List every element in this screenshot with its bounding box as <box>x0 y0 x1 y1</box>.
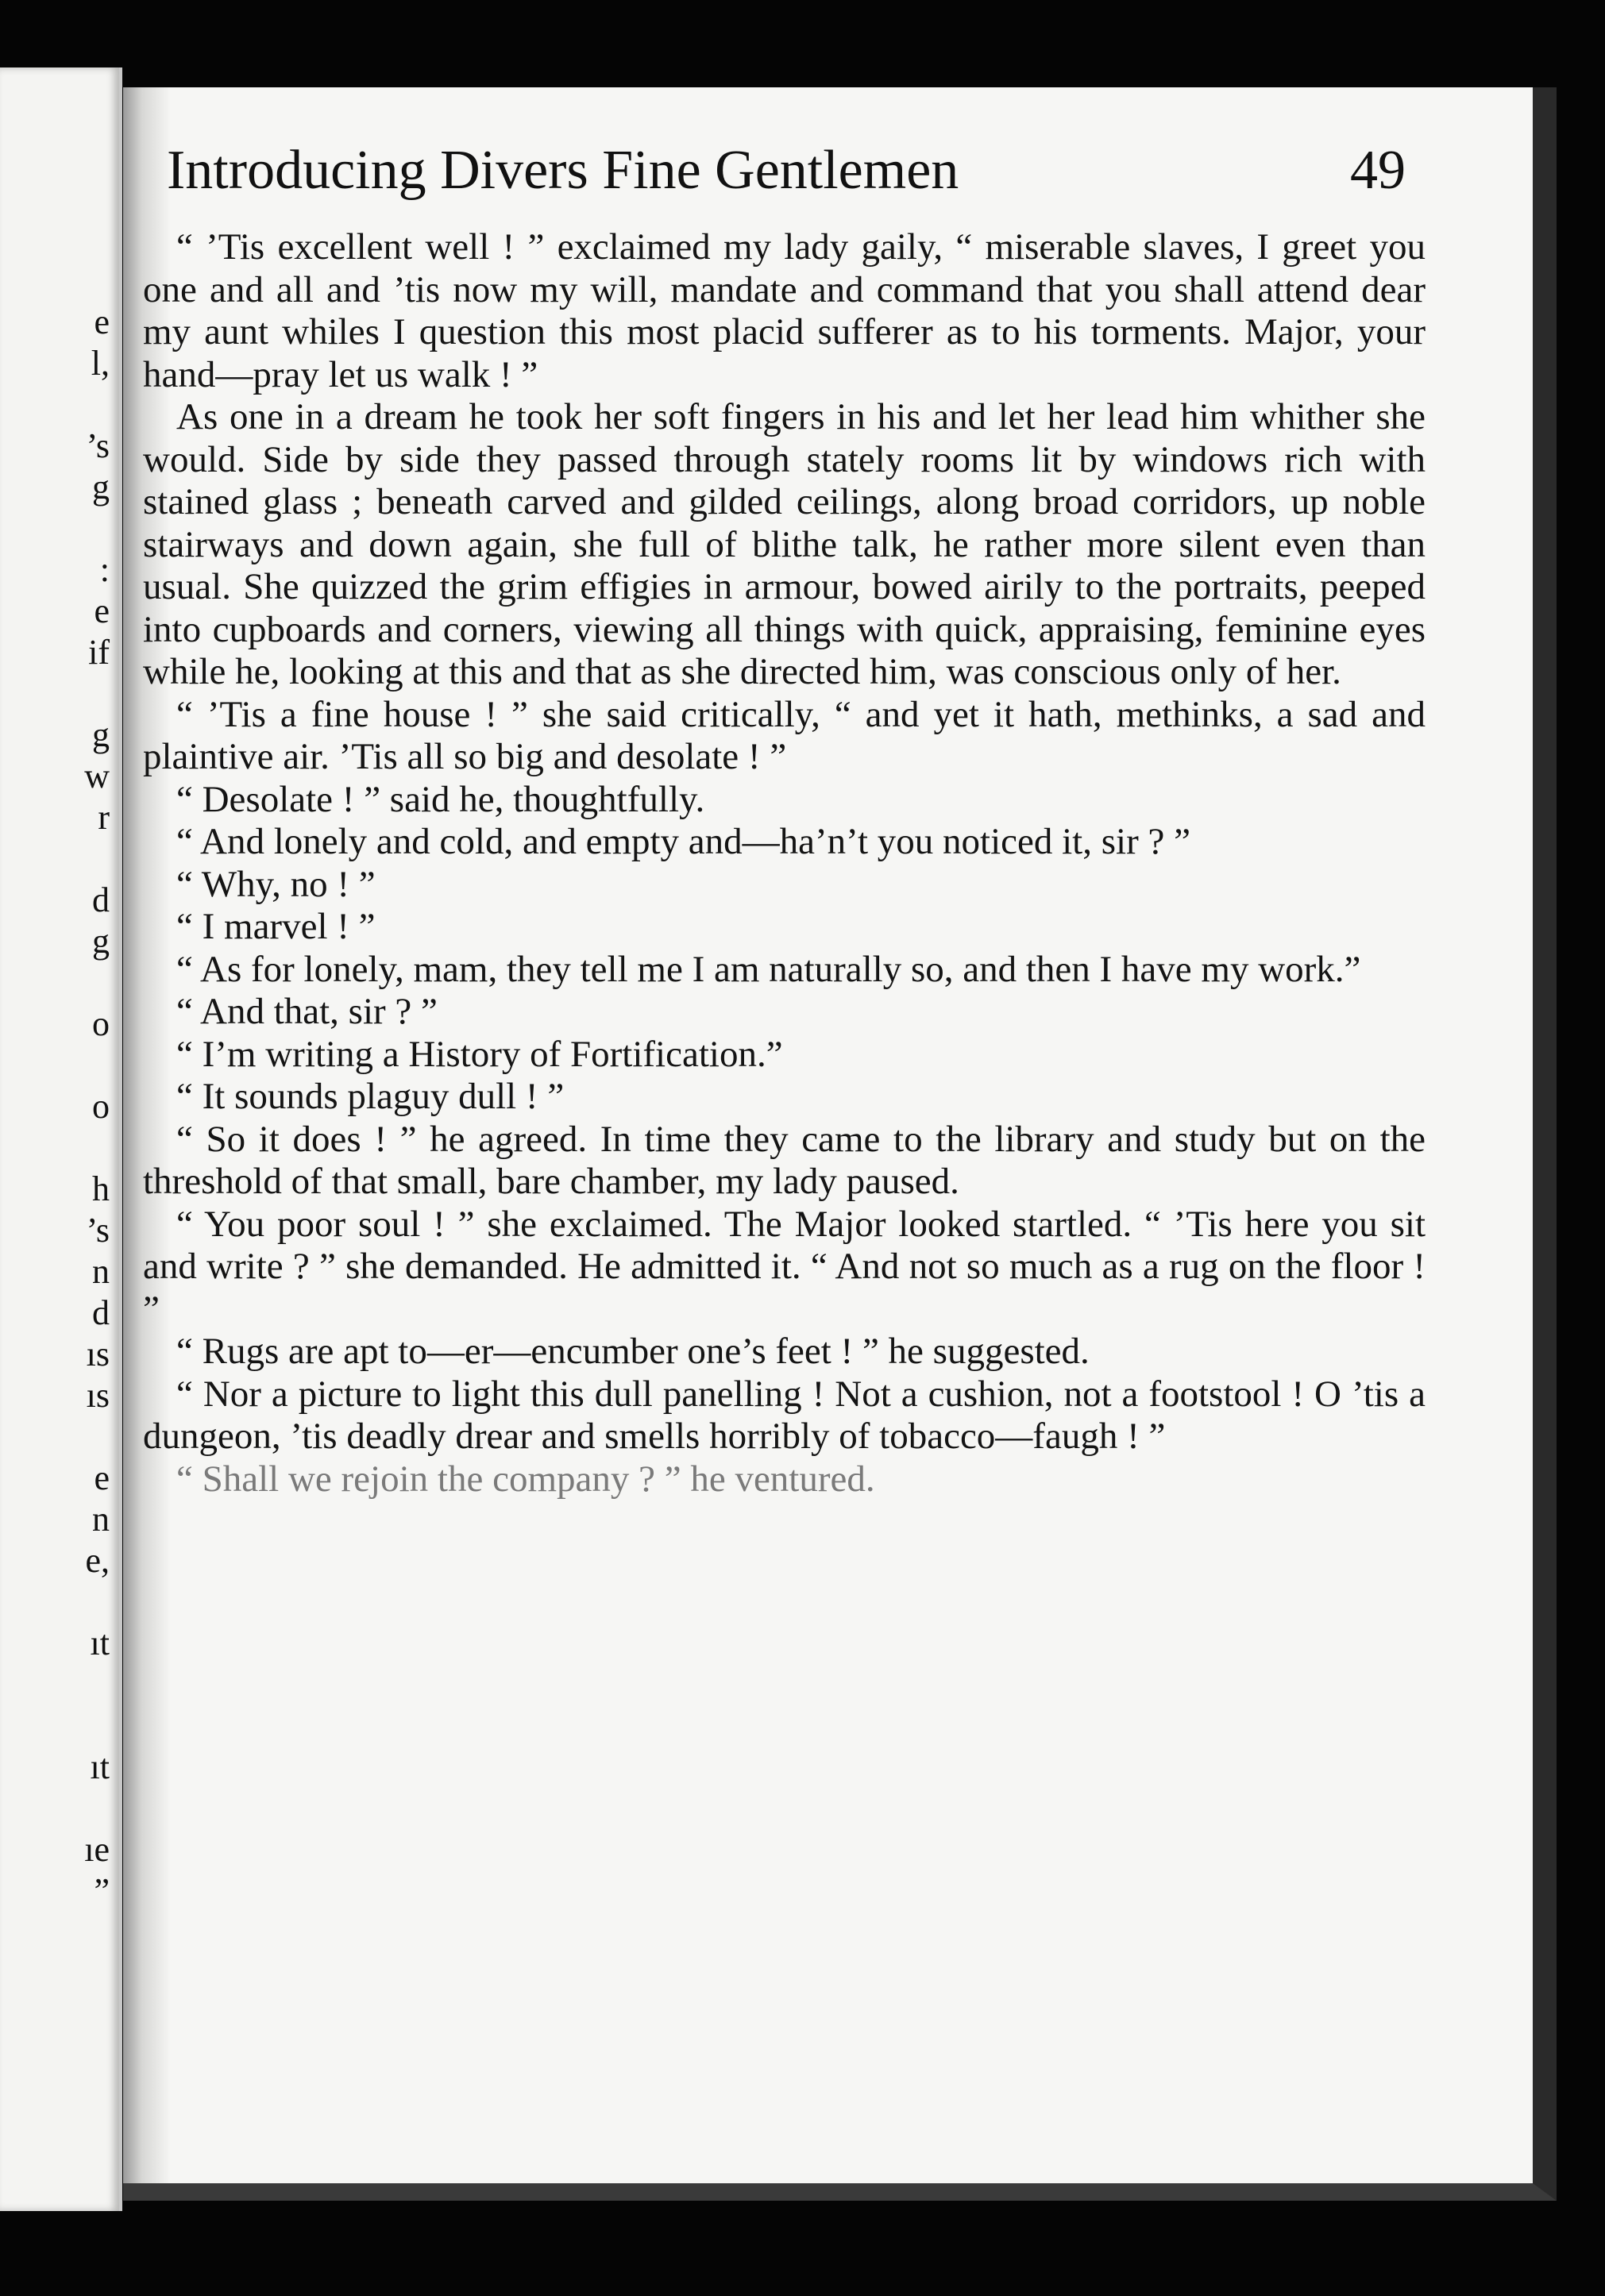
paragraph: “ So it does ! ” he agreed. In time they came to the library and study but on the threshold of that small, bare chamber, my lady paused. <box>143 1118 1426 1202</box>
paragraph: “ Shall we rejoin the company ? ” he ventured. <box>176 1458 875 1500</box>
page-number: 49 <box>1350 140 1406 201</box>
paragraph: As one in a dream he took her soft fingers in his and let her lead him whither she would. Side by side they passed through stately rooms lit by windows rich with stained glass ; beneath carved and gilded ceilings, along broad corridors, up noble stairways and down again, she full of blithe talk, he rather more silent even than usual. She quizzed the grim effigies in armour, bowed airily to the portraits, peeped into cupboards and corners, viewing all things with quick, appraising, feminine eyes while he, looking at this and that as she directed him, was conscious only of her. <box>143 396 1426 692</box>
paragraph: “ Nor a picture to light this dull panelling ! Not a cushion, not a footstool ! O ’tis a dungeon, ’tis deadly drear and smells horribly of tobacco—faugh ! ” <box>143 1373 1426 1457</box>
paragraph: “ It sounds plaguy dull ! ” <box>176 1076 565 1117</box>
paragraph: “ And lonely and cold, and empty and—ha’n’t you noticed it, sir ? ” <box>176 821 1190 862</box>
paragraph: “ Rugs are apt to—er—encumber one’s feet ! ” he suggested. <box>176 1331 1090 1372</box>
facing-page-edge <box>0 67 122 2211</box>
paragraph: “ You poor soul ! ” she exclaimed. The Major looked startled. “ ’Tis here you sit and write ? ” she demanded. He admitted it. “ And not so much as a rug on the floor ! ” <box>143 1203 1426 1330</box>
facing-page-text-fragments: e l, ’s g : e if g w r d g o o h ’s n d ıs ıs e n e, ıt ıt ıe ” <box>84 302 110 1910</box>
paragraph: “ ’Tis excellent well ! ” exclaimed my lady gaily, “ miserable slaves, I greet you one and all and ’tis now my will, mandate and command that you shall attend dear my aunt whiles I question this most placid sufferer as to his torments. Major, your hand—pray let us walk ! ” <box>143 226 1426 395</box>
paragraph: “ ’Tis a fine house ! ” she said critically, “ and yet it hath, methinks, a sad and plaintive air. ’Tis all so big and desolate ! ” <box>143 693 1426 777</box>
paragraph: “ Why, no ! ” <box>176 863 376 905</box>
running-title: Introducing Divers Fine Gentlemen <box>167 140 959 201</box>
paragraph: “ I’m writing a History of Fortification.” <box>176 1033 783 1075</box>
page-body <box>143 226 1426 1500</box>
running-header <box>167 139 1406 210</box>
paragraph: “ I marvel ! ” <box>176 906 376 947</box>
paragraph: “ And that, sir ? ” <box>176 991 438 1032</box>
paragraph: “ Desolate ! ” said he, thoughtfully. <box>176 778 705 820</box>
paragraph: “ As for lonely, mam, they tell me I am naturally so, and then I have my work.” <box>176 948 1361 990</box>
